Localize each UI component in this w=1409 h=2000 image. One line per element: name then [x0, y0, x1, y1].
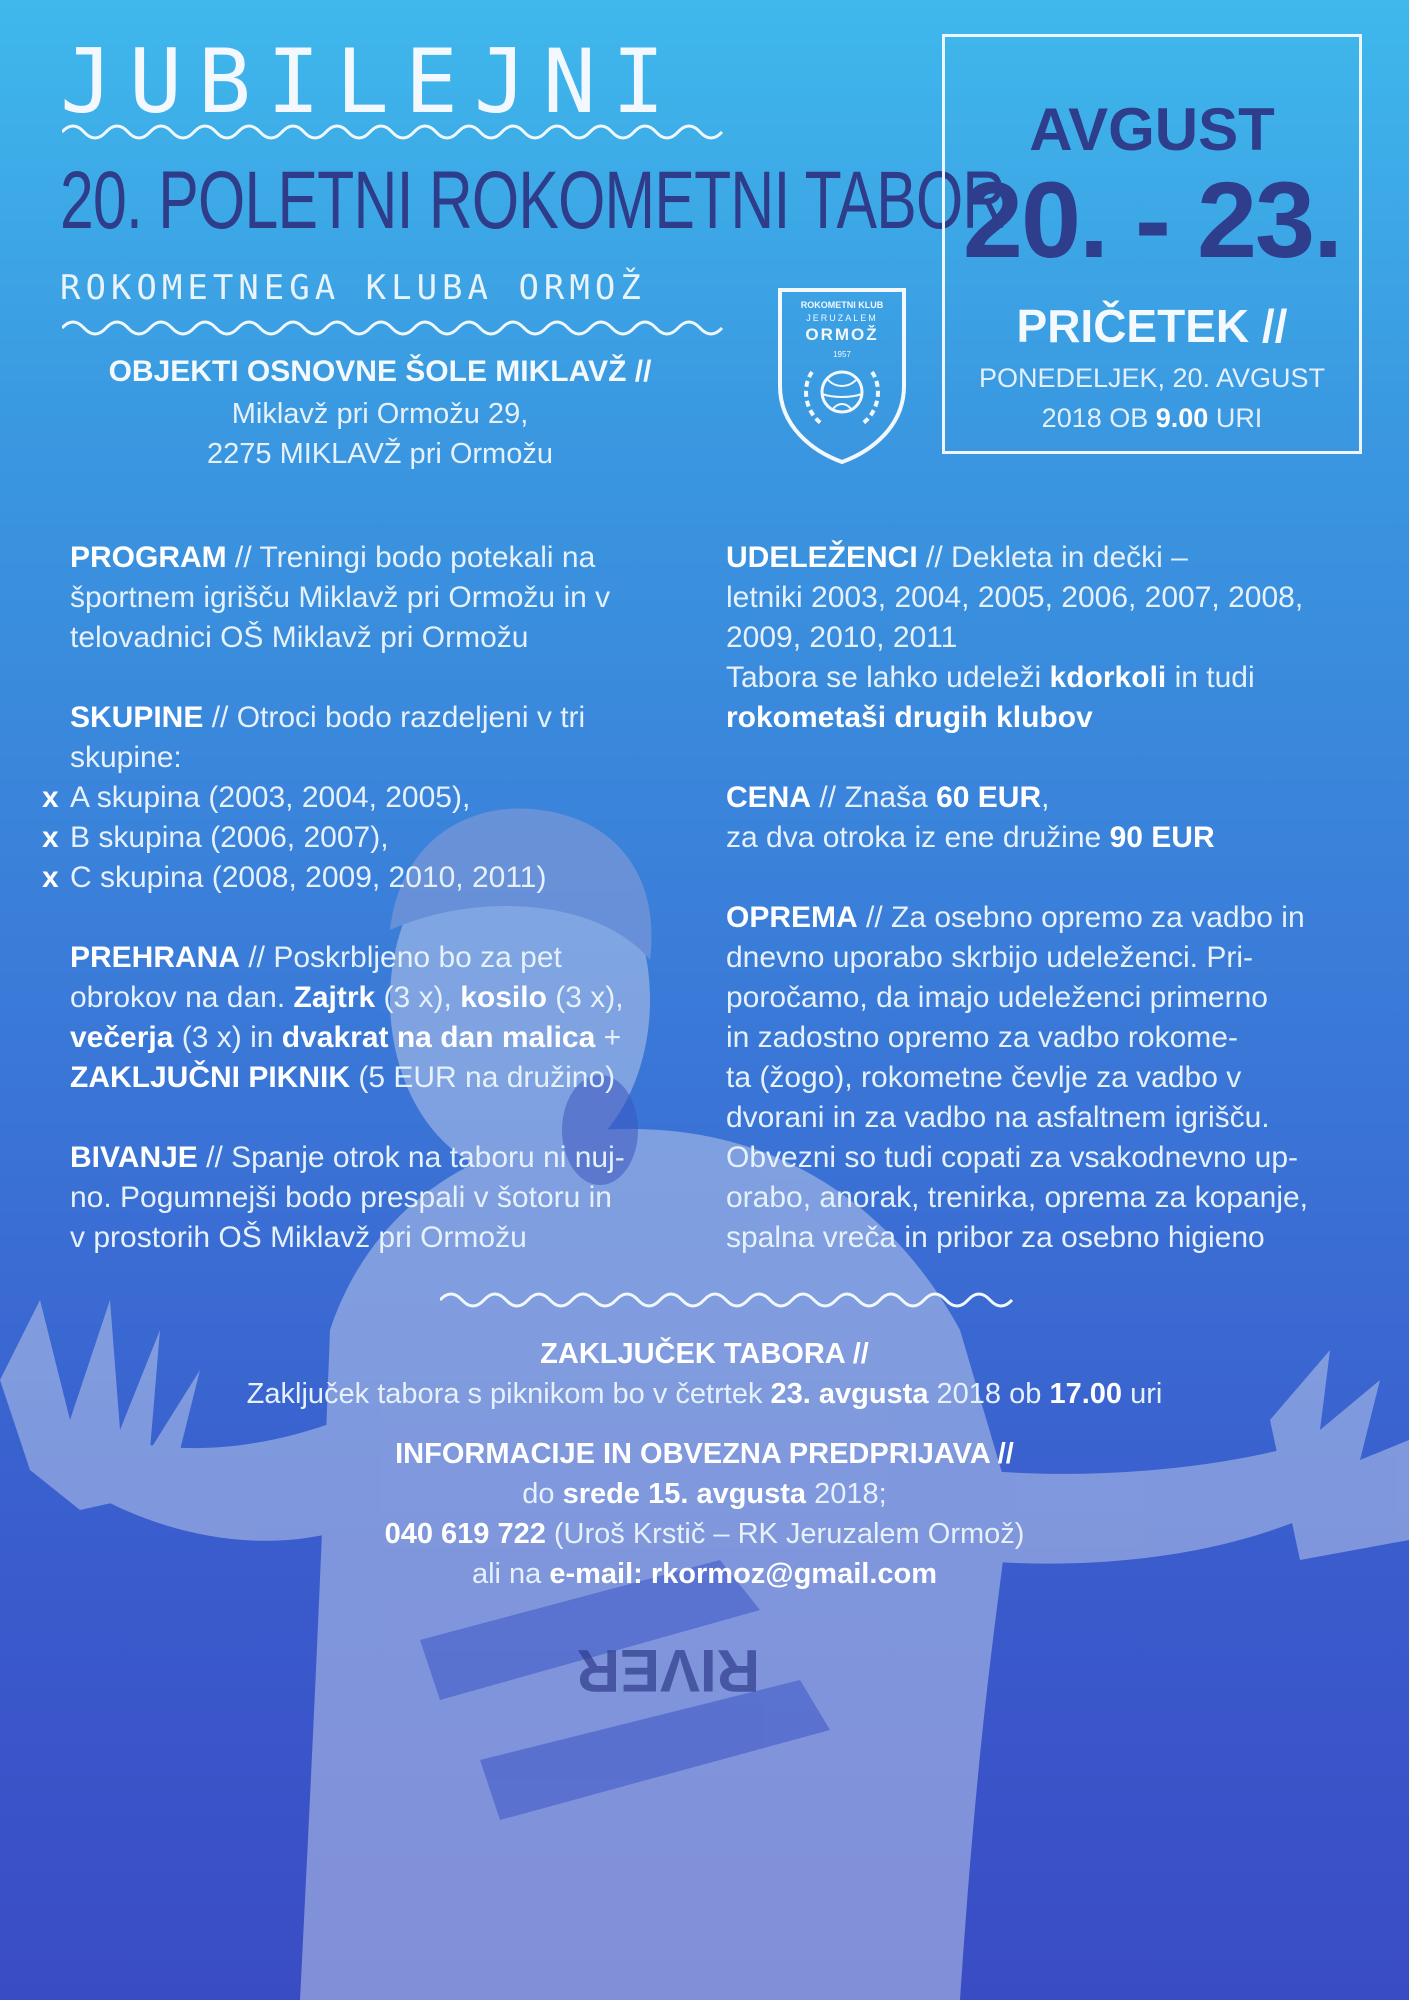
section-bivanje: BIVANJE // Spanje otrok na taboru ni nuj- no. Pogumnejši bodo prespali v šotoru in v prostorih OŠ Miklavž pri Ormožu	[70, 1141, 625, 1254]
wave-divider-bottom	[440, 1290, 1020, 1310]
date-month: AVGUST	[1029, 96, 1275, 163]
title-main: 20. POLETNI ROKOMETNI TABOR	[60, 155, 1006, 246]
venue-address-line-1: Miklavž pri Ormožu 29,	[231, 398, 529, 430]
logo-text-top: ROKOMETNI KLUB	[800, 300, 884, 310]
closing-text: Zaključek tabora s piknikom bo v četrtek 23. avgusta 2018 ob 17.00 uri	[246, 1378, 1163, 1410]
start-label: PRIČETEK //	[1016, 300, 1288, 352]
email-address: e-mail: rkormoz@gmail.com	[549, 1558, 938, 1590]
club-logo	[772, 276, 912, 466]
x-bullet-icon: x	[42, 781, 59, 814]
left-column	[42, 538, 690, 1258]
jersey-text: RIVER	[576, 1637, 760, 1704]
info-title: INFORMACIJE IN OBVEZNA PREDPRIJAVA //	[395, 1438, 1014, 1470]
logo-text-middle: JERUZALEM	[806, 313, 878, 323]
title-jubilejni: JUBILEJNI	[60, 30, 681, 133]
group-c: x C skupina (2008, 2009, 2010, 2011)	[42, 858, 690, 898]
title-subtitle: ROKOMETNEGA KLUBA ORMOŽ	[60, 268, 646, 308]
group-a: x A skupina (2003, 2004, 2005),	[42, 778, 690, 818]
start-time: 2018 OB 9.00 URI	[1041, 403, 1263, 433]
closing-title: ZAKLJUČEK TABORA //	[540, 1338, 869, 1370]
venue-address-line-2: 2275 MIKLAVŽ pri Ormožu	[207, 438, 553, 470]
logo-text-name: ORMOŽ	[805, 325, 879, 344]
section-skupine: SKUPINE // Otroci bodo razdeljeni v tri skupine: x A skupina (2003, 2004, 2005), x B skupina (2006, 2007), x C skupina (2008, 2009, 2010, 2011)	[70, 698, 690, 898]
venue-title: OBJEKTI OSNOVNE ŠOLE MIKLAVŽ //	[108, 355, 652, 388]
wave-divider-top	[62, 122, 730, 142]
start-date: PONEDELJEK, 20. AVGUST	[978, 363, 1326, 393]
section-cena: CENA // Znaša 60 EUR, za dva otroka iz ene družine 90 EUR	[726, 781, 1215, 854]
date-box	[942, 34, 1362, 454]
phone-number: 040 619 722	[384, 1518, 546, 1550]
x-bullet-icon: x	[42, 861, 59, 894]
right-column	[726, 538, 1376, 1258]
logo-text-year: 1957	[833, 350, 851, 359]
info-email: ali na e-mail: rkormoz@gmail.com	[471, 1558, 938, 1590]
wave-divider-sub	[62, 318, 730, 338]
info-phone: 040 619 722 (Uroš Krstič – RK Jeruzalem Ormož)	[384, 1518, 1025, 1550]
group-b: x B skupina (2006, 2007),	[42, 818, 690, 858]
info-deadline: do srede 15. avgusta 2018;	[522, 1478, 887, 1510]
date-range: 20. - 23.	[962, 159, 1342, 280]
section-oprema: OPREMA // Za osebno opremo za vadbo in dnevno uporabo skrbijo udeleženci. Pri- poročamo, da imajo udeleženci primerno in zadostno opremo za vadbo rokome- ta (žogo), rokometne čevlje za vadbo v dvorani in za vadbo na asfaltnem igrišču. Obvezni so tudi copati za vsakodnevno up- orabo, anorak, trenirka, oprema za kopanje, spalna vreča in pribor za osebno higieno	[726, 901, 1308, 1254]
section-program: PROGRAM // Treningi bodo potekali na športnem igrišču Miklavž pri Ormožu in v telovadnici OŠ Miklavž pri Ormožu	[70, 541, 611, 654]
ball-icon	[822, 372, 862, 412]
x-bullet-icon: x	[42, 821, 59, 854]
section-prehrana: PREHRANA // Poskrbljeno bo za pet obrokov na dan. Zajtrk (3 x), kosilo (3 x), večerja (3 x) in dvakrat na dan malica + ZAKLJUČNI PIKNIK (5 EUR na družino)	[70, 941, 624, 1094]
section-udelezenci: UDELEŽENCI // Dekleta in dečki – letniki 2003, 2004, 2005, 2006, 2007, 2008, 2009, 2010, 2011 Tabora se lahko udeleži kdorkoli in tudi rokometaši drugih klubov	[726, 541, 1304, 734]
